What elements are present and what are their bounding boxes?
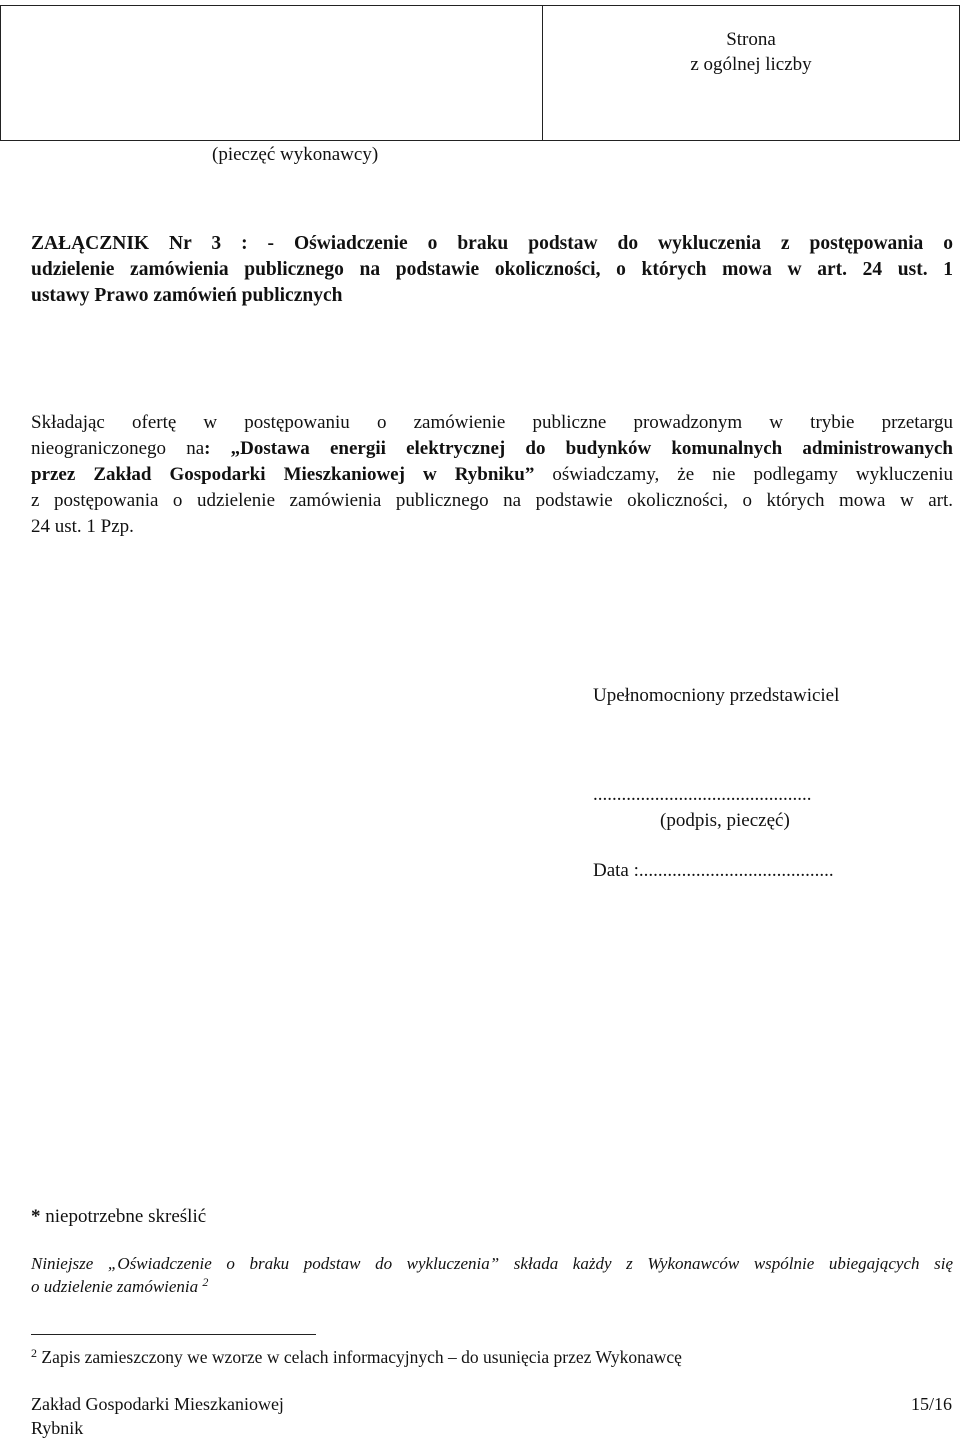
date-dots: ......................................... — [638, 860, 834, 881]
attachment-title — [31, 231, 953, 309]
page-label: Strona — [726, 29, 776, 50]
strike-note-text: niepotrzebne skreślić — [40, 1206, 207, 1227]
paragraph-line: Składając ofertę w postępowaniu o zamówienie publiczne prowadzonym w trybie przetargu — [31, 412, 953, 433]
tender-name: : „Dostawa energii elektrycznej do budynków komunalnych administrowanych — [204, 438, 953, 459]
paragraph-text: nieograniczonego na — [31, 438, 205, 459]
organization-city: Rybnik — [31, 1418, 84, 1438]
title-line: ustawy Prawo zamówień publicznych — [31, 285, 343, 306]
representative-label: Upełnomocniony przedstawiciel — [593, 685, 840, 706]
note-line: Niniejsze „Oświadczenie o braku podstaw do wykluczenia” składa każdy z Wykonawców wspólnie ubiegających się — [31, 1254, 953, 1273]
asterisk: * — [31, 1206, 41, 1227]
signature-field: .............................................. — [593, 784, 812, 805]
paragraph-text: oświadczamy, że nie podlegamy wykluczeniu — [534, 464, 953, 485]
title-line: ZAŁĄCZNIK Nr 3 : - Oświadczenie o braku podstaw do wykluczenia z postępowania o — [31, 233, 953, 254]
declaration-paragraph — [31, 410, 953, 540]
paragraph-line: z postępowania o udzielenie zamówienia publicznego na podstawie okoliczności, o których mowa w art. — [31, 490, 953, 511]
title-line: udzielenie zamówienia publicznego na podstawie okoliczności, o których mowa w art. 24 ust. 1 — [31, 259, 953, 280]
seal-box — [0, 5, 543, 141]
footnote-number: 2 — [31, 1346, 37, 1360]
footnote-text: Zapis zamieszczony we wzorze w celach informacyjnych – do usunięcia przez Wykonawcę — [37, 1347, 682, 1367]
signature-caption: (podpis, pieczęć) — [660, 810, 790, 831]
paragraph-line — [31, 436, 953, 462]
paragraph-line: 24 ust. 1 Pzp. — [31, 516, 134, 537]
page-total-label: z ogólnej liczby — [690, 54, 812, 75]
seal-caption: (pieczęć wykonawcy) — [212, 144, 379, 165]
strike-note — [31, 1204, 206, 1230]
footnote-divider — [31, 1334, 316, 1335]
joint-bidders-note — [31, 1252, 953, 1298]
footnote — [31, 1345, 682, 1369]
page-number: 15/16 — [910, 1394, 952, 1414]
note-line — [31, 1275, 953, 1298]
organization-name: Zakład Gospodarki Mieszkaniowej — [31, 1394, 284, 1414]
footnote-reference: 2 — [202, 1275, 209, 1289]
page-count-box — [543, 5, 960, 141]
date-label: Data : — [593, 860, 639, 881]
tender-name-continued: przez Zakład Gospodarki Mieszkaniowej w Rybniku” — [31, 464, 535, 485]
date-field — [593, 858, 834, 884]
note-text: o udzielenie zamówienia — [31, 1277, 203, 1296]
footer-organization — [31, 1392, 284, 1440]
paragraph-line — [31, 462, 953, 488]
